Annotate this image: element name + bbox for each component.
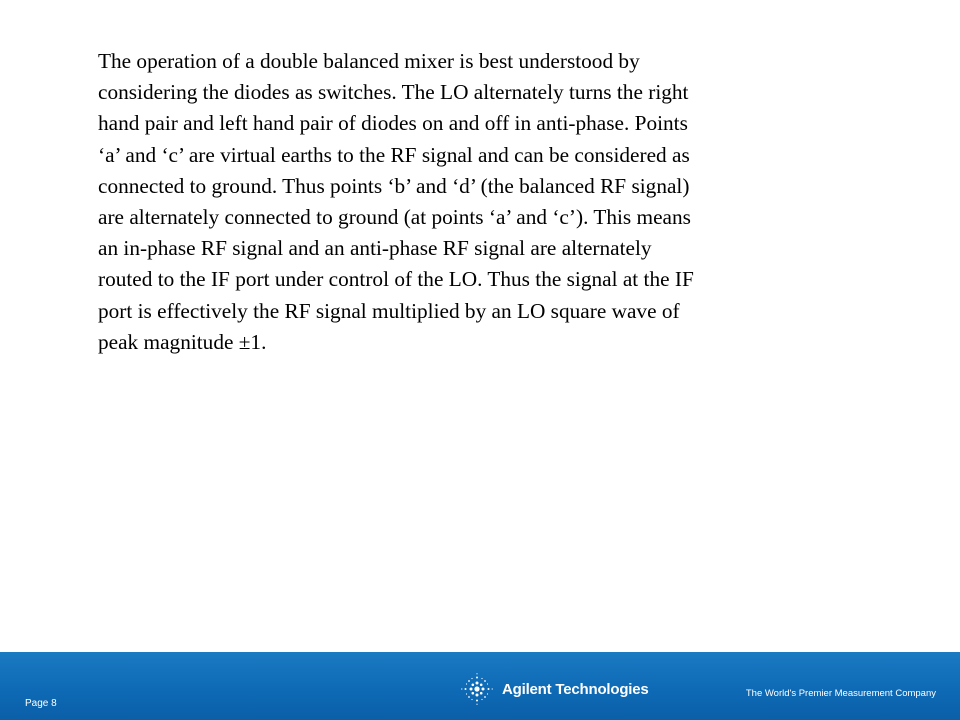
brand-logo (460, 672, 649, 706)
body-paragraph: The operation of a double balanced mixer is best understood by considering the diodes as switches. The LO alternately turns the right hand pair and left hand pair of diodes on and off in anti-phase. Points ‘a’ and ‘c’ are virtual earths to the RF signal and can be considered as connected to ground. Thus points ‘b’ and ‘d’ (the balanced RF signal) are alternately connected to ground (at points ‘a’ and ‘c’). This means an in-phase RF signal and an anti-phase RF signal are alternately routed to the IF port under control of the LO. Thus the signal at the IF port is effectively the RF signal multiplied by an LO square wave of peak magnitude ±1. (98, 49, 694, 354)
company-tagline: The World's Premier Measurement Company (745, 688, 936, 699)
page-number: Page 8 (25, 698, 57, 709)
brand-name: Agilent Technologies (502, 680, 649, 698)
footer-bar (0, 652, 960, 720)
agilent-spark-icon (460, 672, 494, 706)
